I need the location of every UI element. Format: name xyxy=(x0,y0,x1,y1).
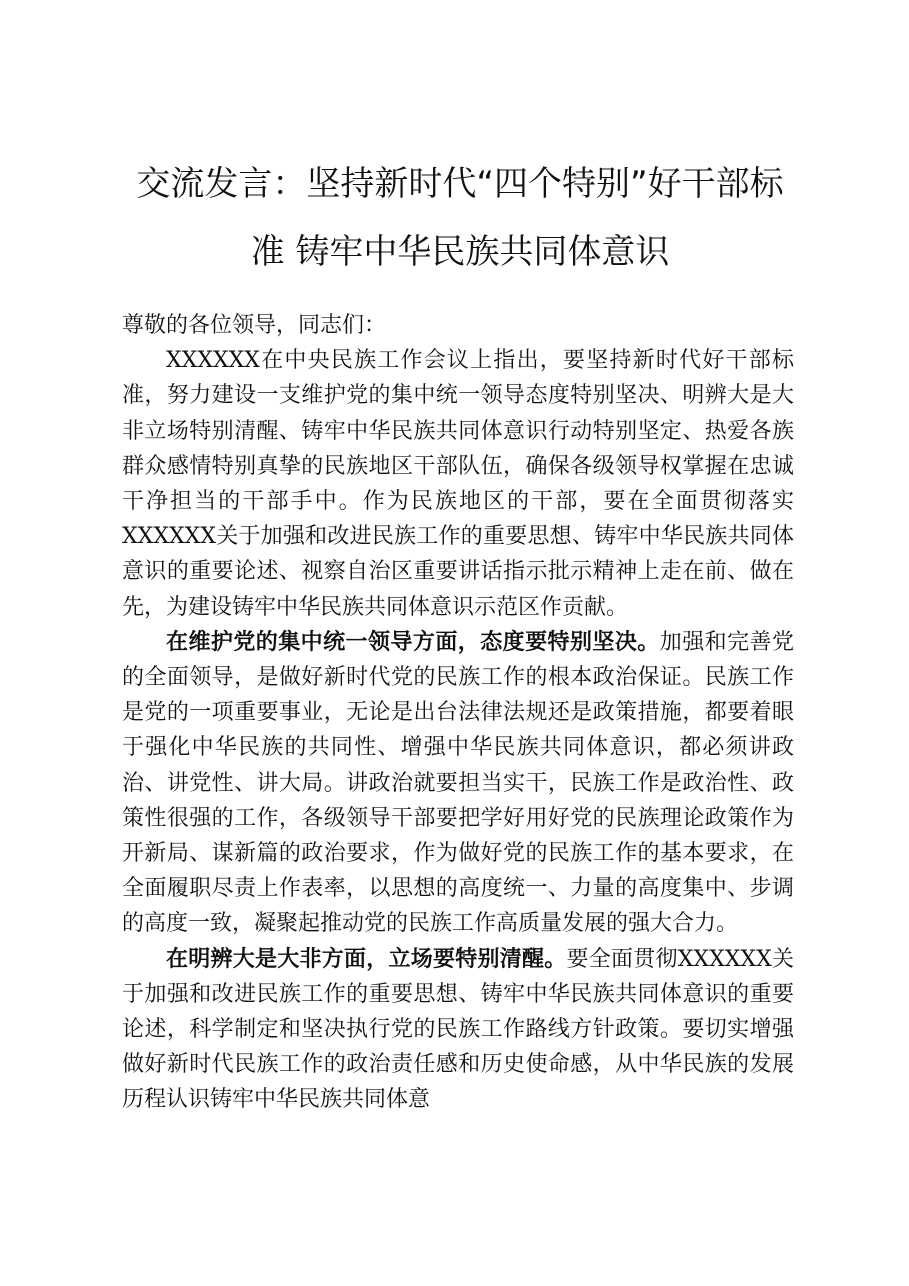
title-line-1: 交流发言：坚持新时代“四个特别”好干部标 xyxy=(136,164,784,204)
paragraph-1-text: XXXXXX在中央民族工作会议上指出，要坚持新时代好干部标准，努力建设一支维护党的集中统一领导态度特别坚决、明辨大是大非立场特别清醒、铸牢中华民族共同体意识行动特别坚定、热爱各族群众感情特别真挚的民族地区干部队伍，确保各级领导权掌握在忠诚干净担当的干部手中。作为民族地区的干部，要在全面贯彻落实XXXXXX关于加强和改进民族工作的重要思想、铸牢中华民族共同体意识的重要论述、视察自治区重要讲话指示批示精神上走在前、做在先，为建设铸牢中华民族共同体意识示范区作贡献。 xyxy=(122,348,794,620)
document-body xyxy=(122,308,794,1118)
paragraph-2-heading: 在维护党的集中统一领导方面，态度要特别坚决。 xyxy=(166,629,660,655)
paragraph-2-text: 加强和完善党的全面领导，是做好新时代党的民族工作的根本政治保证。民族工作是党的一项重要事业，无论是出台法律法规还是政策措施，都要着眼于强化中华民族的共同性、增强中华民族共同体意识，都必须讲政治、讲党性、讲大局。讲政治就要担当实干，民族工作是政治性、政策性很强的工作，各级领导干部要把学好用好党的民族理论政策作为开新局、谋新篇的政治要求，作为做好党的民族工作的基本要求，在全面履职尽责上作表率，以思想的高度统一、力量的高度集中、步调的高度一致，凝聚起推动党的民族工作高质量发展的强大合力。 xyxy=(122,629,794,937)
paragraph-2 xyxy=(122,625,794,942)
document-title xyxy=(110,150,810,286)
paragraph-3 xyxy=(122,942,794,1118)
salutation: 尊敬的各位领导，同志们： xyxy=(122,313,387,338)
paragraph-1 xyxy=(122,343,794,625)
paragraph-3-heading: 在明辨大是大非方面，立场要特别清醒。 xyxy=(166,946,567,972)
paragraph-3-text: 要全面贯彻XXXXXX关于加强和改进民族工作的重要思想、铸牢中华民族共同体意识的重要论述，科学制定和坚决执行党的民族工作路线方针政策。要切实增强做好新时代民族工作的政治责任感和历史使命感，从中华民族的发展历程认识铸牢中华民族共同体意 xyxy=(122,946,794,1113)
title-line-2: 准 铸牢中华民族共同体意识 xyxy=(250,232,670,272)
